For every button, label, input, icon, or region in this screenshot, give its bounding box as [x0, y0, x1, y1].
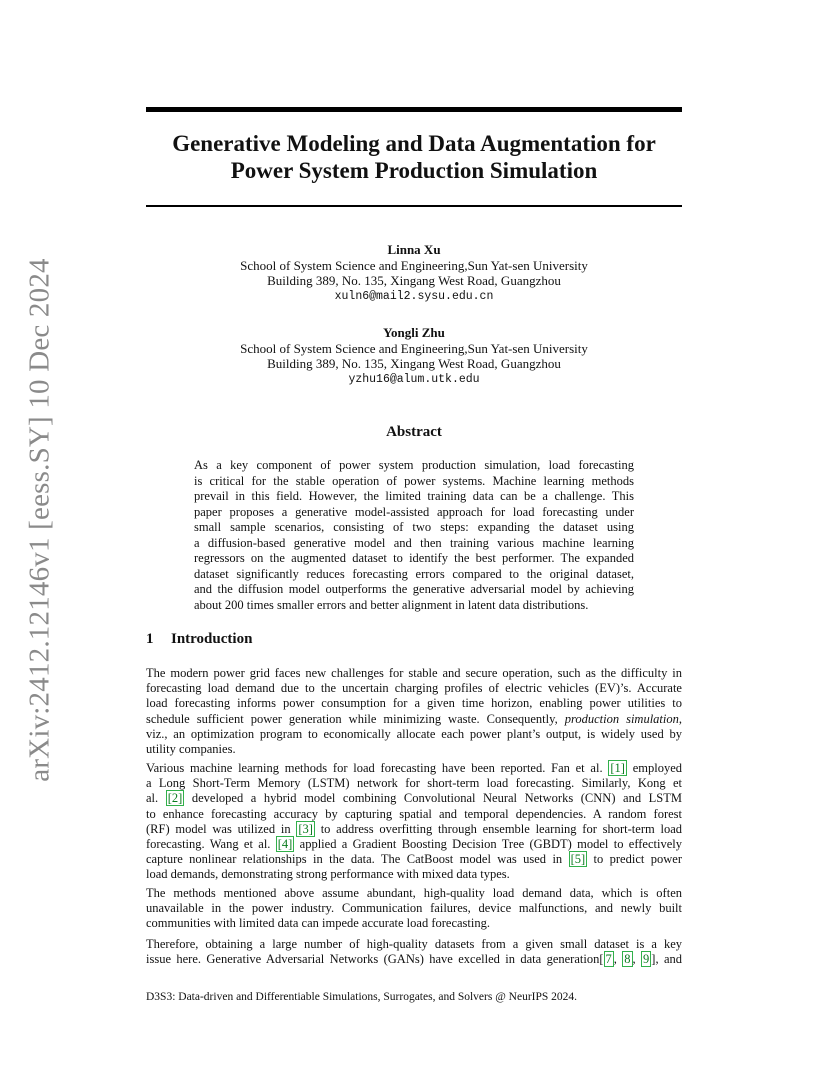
paragraph-2 — [146, 761, 682, 883]
text-run: issue here. Generative Adversarial Networks (GANs) have excelled in data generation — [146, 952, 600, 967]
paragraph-1 — [146, 666, 682, 757]
citation-link[interactable]: [1] — [610, 761, 625, 775]
section-title: Introduction — [171, 631, 253, 647]
citation-link[interactable]: [4] — [277, 837, 293, 852]
emphasized-term: production simulation — [564, 711, 679, 726]
text-run: capture nonlinear relationships in the data. The CatBoost model was used in — [146, 852, 569, 867]
paragraph-line — [146, 712, 682, 727]
text-run: forecasting. Wang et al. — [146, 837, 276, 852]
paragraph-line — [146, 822, 682, 837]
abstract-line: small sample scenarios, consisting of two steps: expanding the dataset using — [194, 520, 634, 534]
section-number: 1 — [146, 631, 154, 647]
abstract-body — [194, 458, 634, 613]
text-run: (RF) model was utilized in — [146, 821, 297, 836]
text-run: Various machine learning methods for load forecasting have been reported. Fan et al. — [146, 761, 609, 775]
author-address: Building 389, No. 135, Xingang West Road, Guangzhou — [267, 356, 561, 371]
paragraph-line: load demands, demonstrating strong performance with mixed data types. — [146, 867, 510, 882]
abstract-line: dataset significantly reduces forecasting errors compared to the original dataset, — [194, 566, 634, 581]
paragraph-line: communities with limited data can impede accurate load forecasting. — [146, 916, 490, 931]
paragraph-line — [146, 761, 682, 776]
author-name: Yongli Zhu — [383, 325, 445, 340]
text-run: schedule sufficient power generation while minimizing waste. Consequently, — [146, 711, 558, 726]
abstract-heading: Abstract — [386, 424, 442, 440]
abstract-line: is critical for the stable operation of power systems. Machine learning methods — [194, 473, 634, 488]
author-block-2 — [146, 325, 682, 387]
author-email[interactable]: xuln6@mail2.sysu.edu.cn — [334, 289, 494, 303]
title-line-1: Generative Modeling and Data Augmentation for — [172, 131, 656, 156]
citation-separator: , — [613, 952, 623, 967]
paragraph-line: The modern power grid faces new challenges for stable and secure operation, such as the difficulty in — [146, 666, 682, 680]
author-affiliation: School of System Science and Engineering,Sun Yat-sen University — [240, 340, 588, 356]
title-rule-top — [146, 107, 682, 112]
paragraph-line: viz., an optimization program to economically allocate each power plant’s output, is widely used by — [146, 726, 682, 741]
citation-link[interactable]: 7 — [605, 952, 612, 967]
text-run: to address overfitting through ensemble learning for short-term load — [314, 821, 682, 836]
title-rule-bottom — [146, 205, 682, 207]
citation-link[interactable]: 8 — [624, 952, 631, 967]
section-heading-introduction — [146, 631, 252, 648]
text-run: applied a Gradient Boosting Decision Tree (GBDT) model to effectively — [294, 837, 682, 852]
arxiv-identifier-stamp: arXiv:2412.12146v1 [eess.SY] 10 Dec 2024 — [23, 258, 56, 782]
abstract-line: a diffusion-based generative model and then training various machine learning — [194, 535, 634, 550]
author-block-1 — [146, 242, 682, 304]
paragraph-4 — [146, 937, 682, 967]
abstract-line: about 200 times smaller errors and better alignment in latent data distributions. — [194, 597, 589, 612]
paragraph-line — [146, 837, 682, 852]
paragraph-line: utility companies. — [146, 742, 236, 757]
citation-link[interactable]: [2] — [167, 791, 183, 806]
author-name: Linna Xu — [387, 242, 441, 257]
conference-footer: D3S3: Data-driven and Differentiable Simulations, Surrogates, and Solvers @ NeurIPS 2024. — [146, 991, 578, 1003]
text-run: developed a hybrid model combining Convolutional Neural Networks (CNN) and LSTM — [184, 791, 682, 806]
abstract-line: prevail in this field. However, the limited training data can be a challenge. This — [194, 489, 634, 503]
paragraph-line — [146, 791, 682, 806]
paper-title — [146, 130, 682, 184]
text-run: , — [678, 711, 682, 726]
citation-bracket: [ — [599, 952, 604, 967]
paragraph-line: to enhance forecasting accuracy by capturing spatial and temporal dependencies. A random forest — [146, 806, 682, 821]
author-email[interactable]: yzhu16@alum.utk.edu — [348, 372, 480, 386]
author-address: Building 389, No. 135, Xingang West Road, Guangzhou — [267, 273, 561, 288]
text-run: to predict power — [587, 852, 682, 867]
text-run: employed — [626, 761, 682, 775]
citation-separator: , — [632, 952, 642, 967]
abstract-line: and the diffusion model outperforms the generative adversarial model by achieving — [194, 582, 634, 596]
citation-link[interactable]: [3] — [298, 821, 313, 836]
abstract-line: regressors on the augmented dataset to identify the best performer. The expanded — [194, 551, 634, 565]
text-run: , and — [655, 952, 683, 967]
citation-bracket: ] — [651, 952, 656, 967]
title-line-2: Power System Production Simulation — [230, 158, 598, 183]
paragraph-3 — [146, 886, 682, 932]
paragraph-line: forecasting load demand due to the uncertain charging profiles of electric vehicles (EV)’s. Accurate — [146, 681, 682, 696]
text-run: al. — [146, 791, 166, 806]
paragraph-line: a Long Short-Term Memory (LSTM) network for short-term load forecasting. Similarly, Kong et — [146, 776, 682, 791]
paragraph-line: load forecasting informs power consumption for a given time horizon, enabling power utilities to — [146, 696, 682, 711]
citation-link[interactable]: [5] — [570, 852, 586, 867]
paragraph-line: Therefore, obtaining a large number of high-quality datasets from a given small dataset is a key — [146, 937, 682, 951]
citation-link[interactable]: 9 — [643, 952, 650, 967]
paragraph-line — [146, 952, 682, 967]
abstract-line: As a key component of power system production simulation, load forecasting — [194, 458, 634, 472]
paragraph-line — [146, 852, 682, 867]
author-affiliation: School of System Science and Engineering,Sun Yat-sen University — [240, 257, 588, 273]
abstract-line: paper proposes a generative model-assisted approach for load forecasting under — [194, 504, 634, 519]
paragraph-line: unavailable in the power industry. Communication failures, device malfunctions, and newly built — [146, 901, 682, 916]
paragraph-line: The methods mentioned above assume abundant, high-quality load demand data, which is often — [146, 886, 682, 900]
